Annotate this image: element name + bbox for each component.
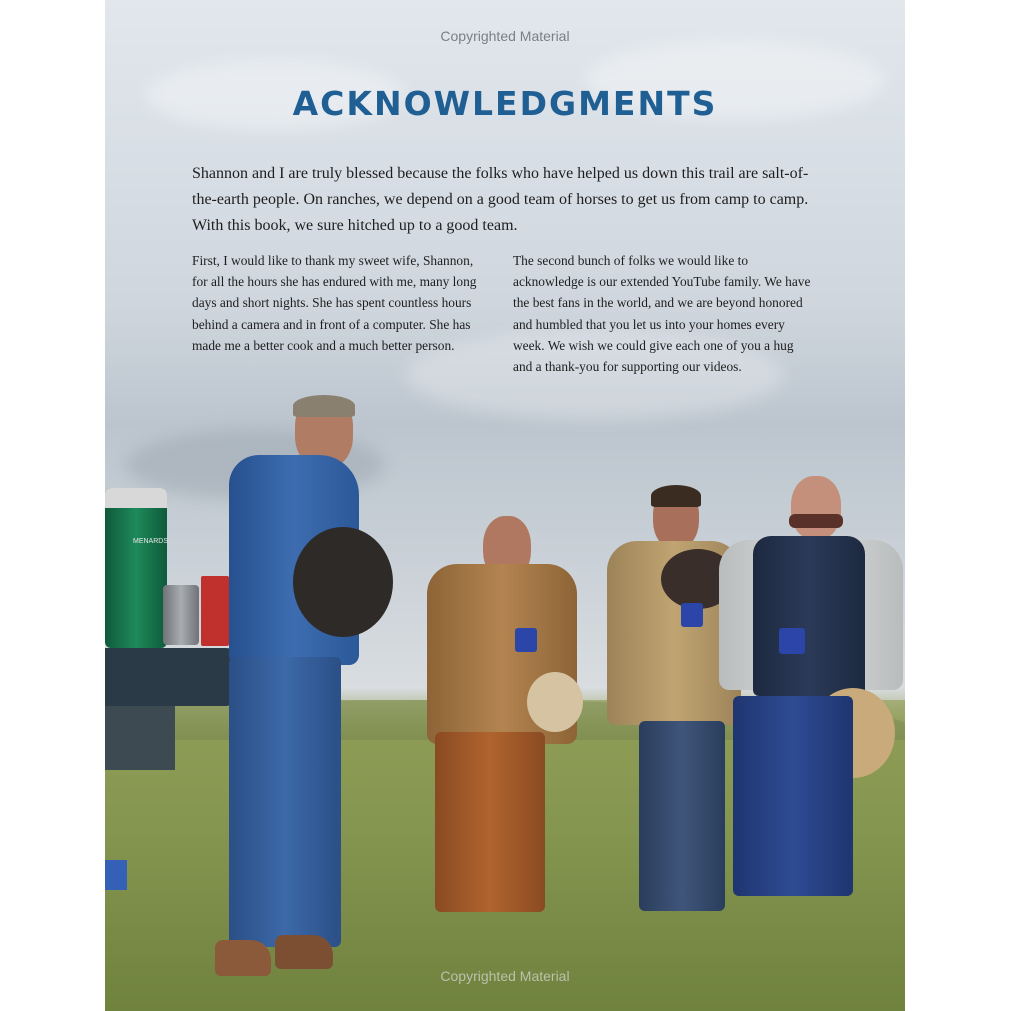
cowboy-navy-vest — [717, 474, 905, 934]
paragraph-right-column: The second bunch of folks we would like to acknowledge is our extended YouTube family. We have the best fans in the world, and we are beyond honored and humbled that you let us into your homes every week. We wish we could give each one of you a hug and a thank-you for supporting our videos. — [513, 253, 811, 375]
blue-container — [105, 860, 127, 890]
water-cooler — [105, 488, 167, 648]
cowboy-denim-jacket — [215, 395, 395, 985]
intro-paragraph: Shannon and I are truly blessed because the folks who have helped us down this trail are salt-of-the-earth people. On ranches, we depend on a good team of horses to get us from camp to camp. With this book, we sure hitched up to a good team. — [192, 165, 809, 234]
cowboy-tan-jacket — [423, 512, 593, 932]
watermark-top: Copyrighted Material — [440, 28, 570, 44]
coffee-pot — [163, 585, 199, 645]
paragraph-left-column: First, I would like to thank my sweet wife, Shannon, for all the hours she has endured with me, many long days and short nights. She has spent countless hours behind a camera and in front of a computer. She has made me a better cook and a much better person. — [192, 253, 477, 353]
watermark-bottom: Copyrighted Material — [440, 968, 570, 984]
book-page — [105, 0, 905, 1011]
cooler-brand-label: MENARDS — [133, 538, 169, 545]
page-title: ACKNOWLEDGMENTS — [292, 84, 718, 123]
